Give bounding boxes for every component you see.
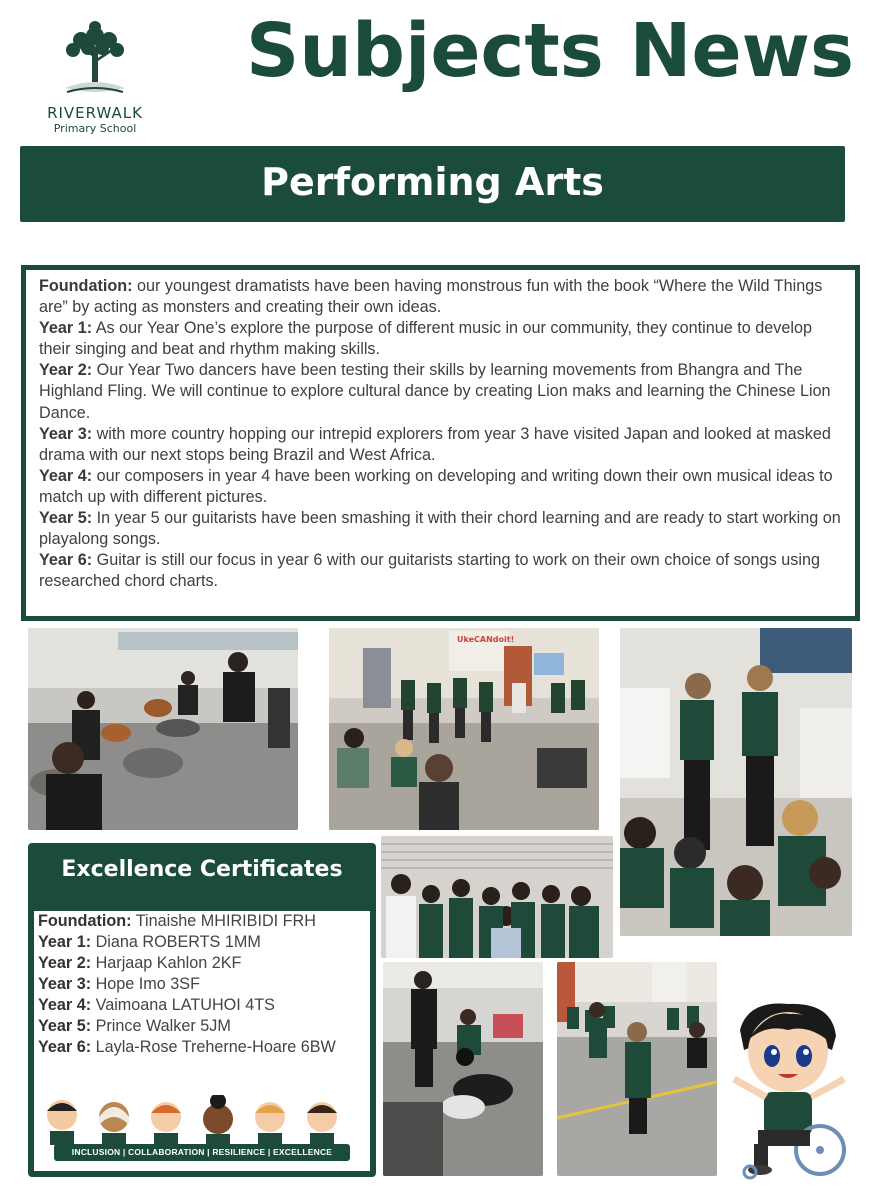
arts-year-3: Year 3: with more country hopping our intrepid explorers from year 3 have visited Japan and looked at masked drama with our next stops being Brazil and West Africa. <box>39 424 831 464</box>
school-subtitle: Primary School <box>53 122 137 135</box>
certificate-year-2: Year 2: Harjaap Kahlon 2KF <box>38 954 242 972</box>
certificate-year-4: Year 4: Vaimoana LATUHOI 4TS <box>38 996 275 1014</box>
tree-icon <box>55 18 135 102</box>
cartoon-kids-illustration <box>40 1095 366 1145</box>
photo-students-standing <box>620 628 852 936</box>
arts-year-6: Year 6: Guitar is still our focus in year 6 with our guitarists starting to work on their own choice of songs using researched chord charts. <box>39 551 820 591</box>
mascot-wheelchair-icon <box>728 1000 852 1182</box>
certificate-year-6: Year 6: Layla-Rose Treherne-Hoare 6BW <box>38 1038 336 1056</box>
certificates-title: Excellence Certificates <box>61 857 343 882</box>
excellence-certificates-panel <box>28 843 376 1177</box>
photo-drama <box>383 962 543 1176</box>
page-title: Subjects News <box>246 8 855 94</box>
certificates-list <box>34 911 370 1171</box>
certificate-year-1: Year 1: Diana ROBERTS 1MM <box>38 933 261 951</box>
photo-sign-text: UkeCANdoit! <box>457 635 515 644</box>
certificate-year-5: Year 5: Prince Walker 5JM <box>38 1017 231 1035</box>
arts-year-1: Year 1: As our Year One’s explore the purpose of different music in our community, they continue to develop their singing and beat and rhythm making skills. <box>39 319 812 359</box>
photo-guitar-lesson <box>28 628 298 830</box>
certificate-foundation: Foundation: Tinaishe MHIRIBIDI FRH <box>38 912 316 930</box>
photo-class-group <box>381 836 613 958</box>
certificate-year-3: Year 3: Hope Imo 3SF <box>38 975 200 993</box>
arts-year-5: Year 5: In year 5 our guitarists have been smashing it with their chord learning and are ready to start working on playalong songs. <box>39 509 841 549</box>
section-banner: Performing Arts <box>20 146 845 222</box>
school-logo <box>30 18 160 148</box>
school-values-strip: INCLUSION | COLLABORATION | RESILIENCE | EXCELLENCE <box>54 1144 350 1161</box>
arts-year-4: Year 4: our composers in year 4 have been working on developing and writing down their own musical ideas to match up with different pictures. <box>39 466 833 506</box>
performing-arts-box <box>21 265 860 621</box>
arts-foundation: Foundation: our youngest dramatists have been having monstrous fun with the book “Where the Wild Things are” by acting as monsters and creating their own ideas. <box>39 277 823 317</box>
photo-ukulele-class <box>329 628 599 830</box>
arts-year-2: Year 2: Our Year Two dancers have been testing their skills by learning movements from Bhangra and The Highland Fling. We will continue to explore cultural dance by creating Lion maks and learning the Chinese Lion Dance. <box>39 361 831 422</box>
school-name: RIVERWALK <box>47 104 143 122</box>
photo-dance <box>557 962 717 1176</box>
